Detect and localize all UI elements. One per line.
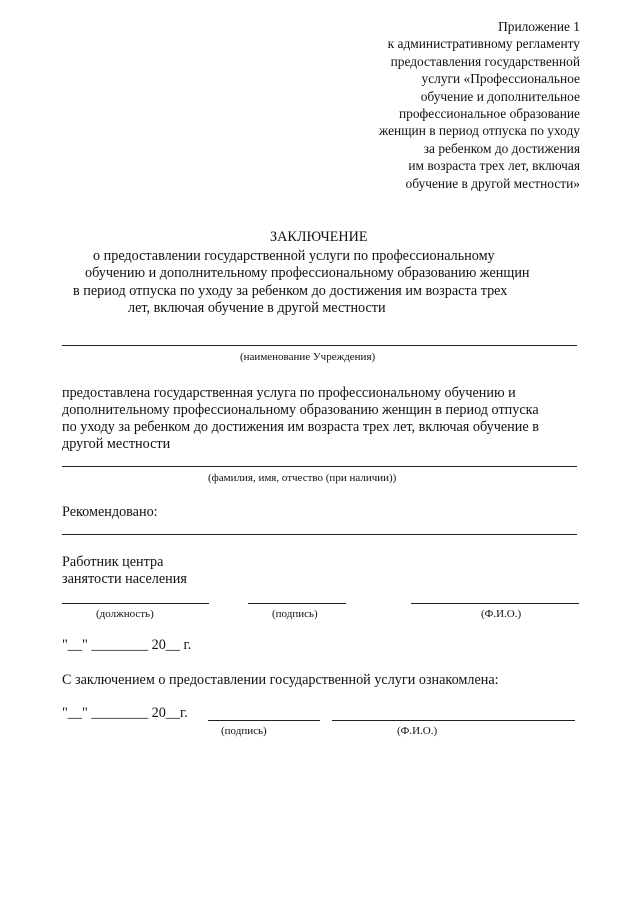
name-line-2 xyxy=(332,720,575,721)
institution-line xyxy=(62,345,577,346)
appendix-block xyxy=(379,18,580,192)
appendix-line: женщин в период отпуска по уходу xyxy=(379,123,580,139)
institution-caption: (наименование Учреждения) xyxy=(240,351,376,363)
body-line: дополнительному профессиональному образованию женщин в период отпуска xyxy=(62,402,539,418)
recommended-line xyxy=(62,534,577,535)
signature-caption-2: (подпись) xyxy=(221,725,267,737)
worker-label-1: Работник центра xyxy=(62,554,164,570)
name-line xyxy=(411,603,579,604)
position-line xyxy=(62,603,209,604)
appendix-line: к административному регламенту xyxy=(387,36,580,52)
appendix-line: предоставления государственной xyxy=(390,53,580,69)
signature-caption: (подпись) xyxy=(272,608,318,620)
applicant-caption: (фамилия, имя, отчество (при наличии)) xyxy=(208,472,397,484)
acknowledge-text: С заключением о предоставлении государственной услуги ознакомлена: xyxy=(62,672,499,688)
appendix-line: профессиональное образование xyxy=(398,106,580,122)
appendix-line: услуги «Профессиональное xyxy=(421,71,580,87)
appendix-line: им возраста трех лет, включая xyxy=(408,158,580,174)
title-line: лет, включая обучение в другой местности xyxy=(128,300,386,316)
body-line: предоставлена государственная услуга по профессиональному обучению и xyxy=(62,385,516,401)
appendix-line: за ребенком до достижения xyxy=(423,140,580,156)
name-caption-2: (Ф.И.О.) xyxy=(397,725,438,737)
date-field-2: "__" ________ 20__г. xyxy=(62,705,188,721)
title-line: обучению и дополнительному профессиональному образованию женщин xyxy=(85,265,530,281)
body-line: другой местности xyxy=(62,436,171,452)
appendix-line: обучение в другой местности» xyxy=(405,175,580,191)
name-caption: (Ф.И.О.) xyxy=(481,608,522,620)
signature-line-2 xyxy=(208,720,320,721)
title-line: о предоставлении государственной услуги по профессиональному xyxy=(93,248,495,264)
recommended-label: Рекомендовано: xyxy=(62,504,158,520)
body-line: по уходу за ребенком до достижения им возраста трех лет, включая обучение в xyxy=(62,419,539,435)
applicant-line xyxy=(62,466,577,467)
worker-label-2: занятости населения xyxy=(62,571,187,587)
appendix-line: обучение и дополнительное xyxy=(420,88,580,104)
position-caption: (должность) xyxy=(96,608,154,620)
appendix-line: Приложение 1 xyxy=(498,19,580,34)
title-line: в период отпуска по уходу за ребенком до достижения им возраста трех xyxy=(73,283,508,299)
document-title: ЗАКЛЮЧЕНИЕ xyxy=(270,229,368,245)
date-field: "__" ________ 20__ г. xyxy=(62,637,192,653)
signature-line xyxy=(248,603,346,604)
